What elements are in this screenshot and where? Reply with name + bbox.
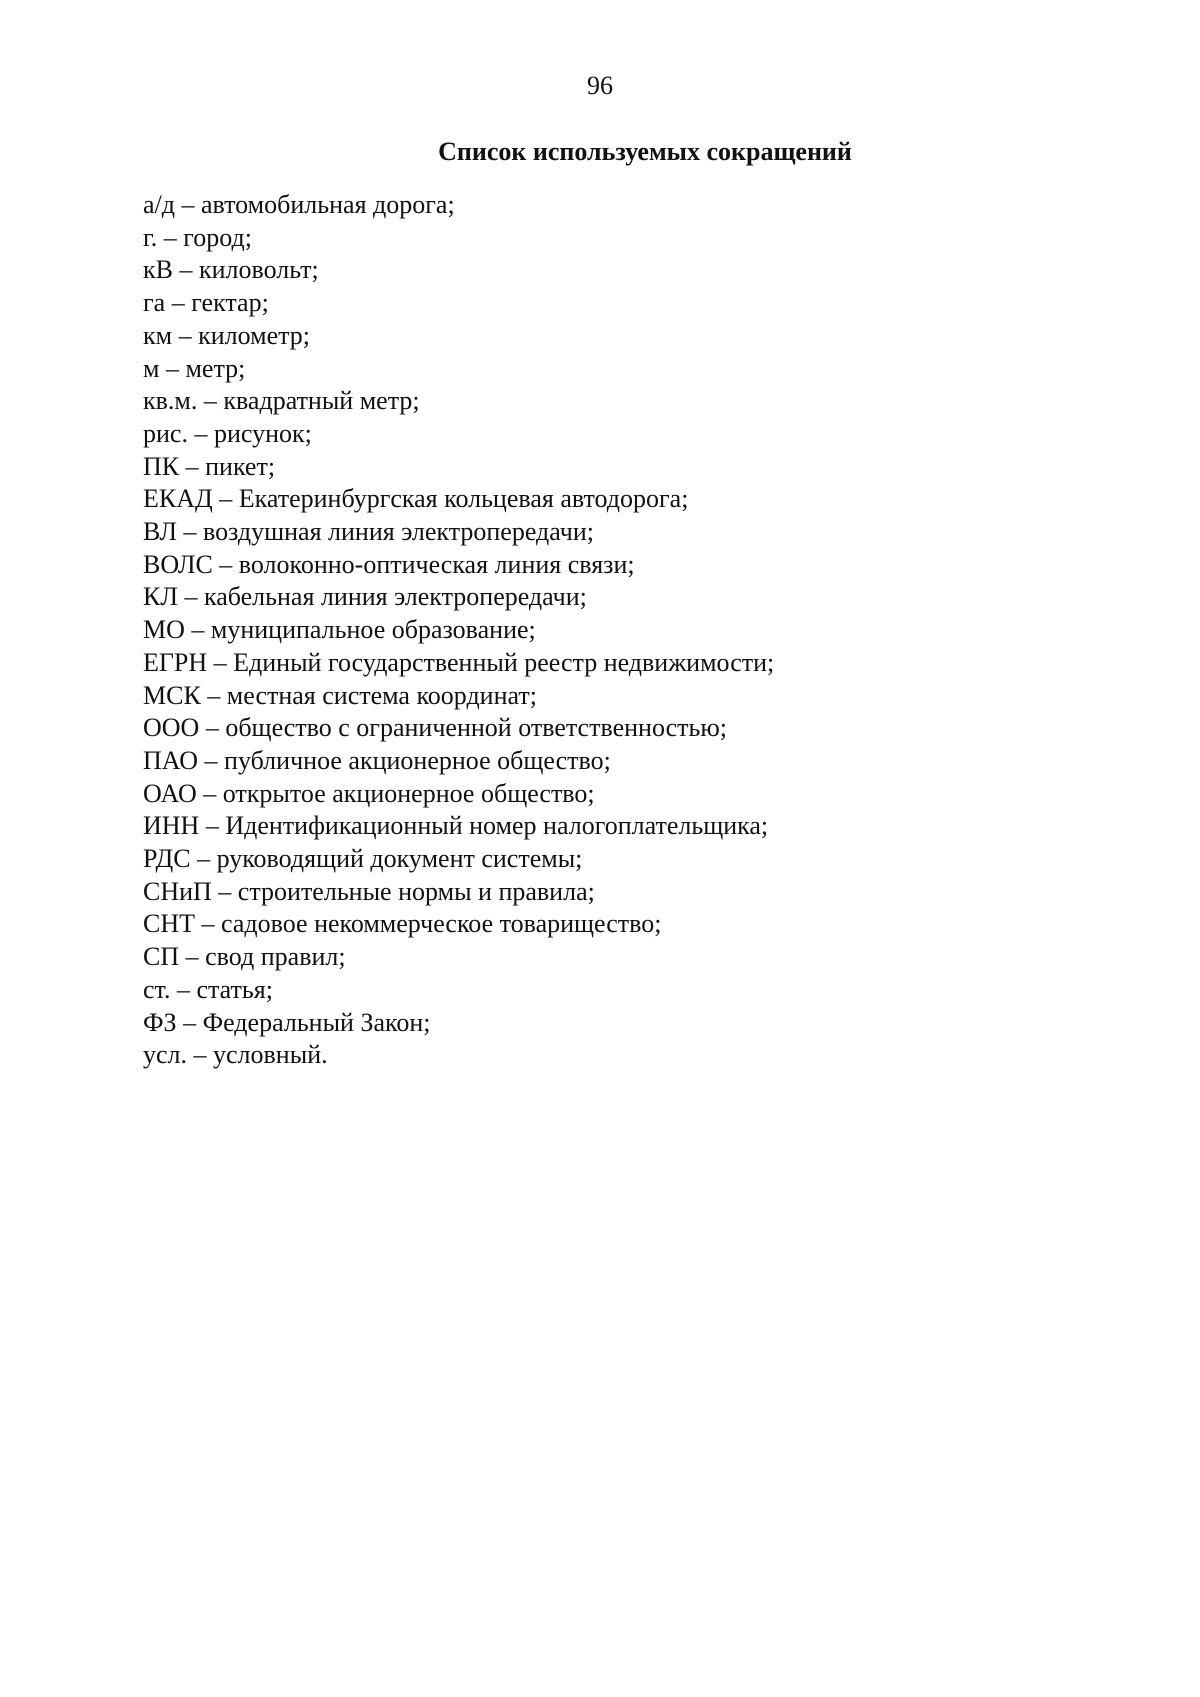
list-item: ПК – пикет; [143,451,276,481]
list-item: усл. – условный. [143,1040,328,1070]
list-item: м – метр; [143,353,246,383]
list-item: ИНН – Идентификационный номер налогоплательщика; [143,811,769,841]
page-title: Список используемых сокращений [438,137,852,166]
list-item: МО – муниципальное образование; [143,615,536,645]
list-item: РДС – руководящий документ системы; [143,844,583,874]
list-item: рис. – рисунок; [143,418,312,448]
list-item: КЛ – кабельная линия электропередачи; [143,582,587,612]
list-item: МСК – местная система координат; [143,680,537,710]
list-item: а/д – автомобильная дорога; [143,190,455,219]
list-item: ЕГРН – Единый государственный реестр недвижимости; [143,647,775,677]
list-item: кВ – киловольт; [143,255,319,285]
list-item: СП – свод правил; [143,942,346,972]
list-item: км – километр; [143,320,311,350]
list-item: ОАО – открытое акционерное общество; [143,778,595,808]
list-item: ООО – общество с ограниченной ответственностью; [143,713,728,743]
list-item: ПАО – публичное акционерное общество; [143,745,611,775]
page-number: 96 [587,71,613,100]
list-item: ЕКАД – Екатеринбургская кольцевая автодорога; [143,484,689,514]
list-item: ФЗ – Федеральный Закон; [143,1007,431,1037]
list-item: ст. – статья; [143,974,273,1004]
list-item: СНТ – садовое некоммерческое товарищество; [143,909,662,939]
list-item: г. – город; [143,222,252,252]
list-item: СНиП – строительные нормы и правила; [143,876,595,906]
abbreviation-list [143,189,774,1072]
list-item: ВОЛС – волоконно-оптическая линия связи; [143,549,635,579]
list-item: кв.м. – квадратный метр; [143,386,420,416]
list-item: га – гектар; [143,288,269,318]
list-item: ВЛ – воздушная линия электропередачи; [143,517,594,547]
